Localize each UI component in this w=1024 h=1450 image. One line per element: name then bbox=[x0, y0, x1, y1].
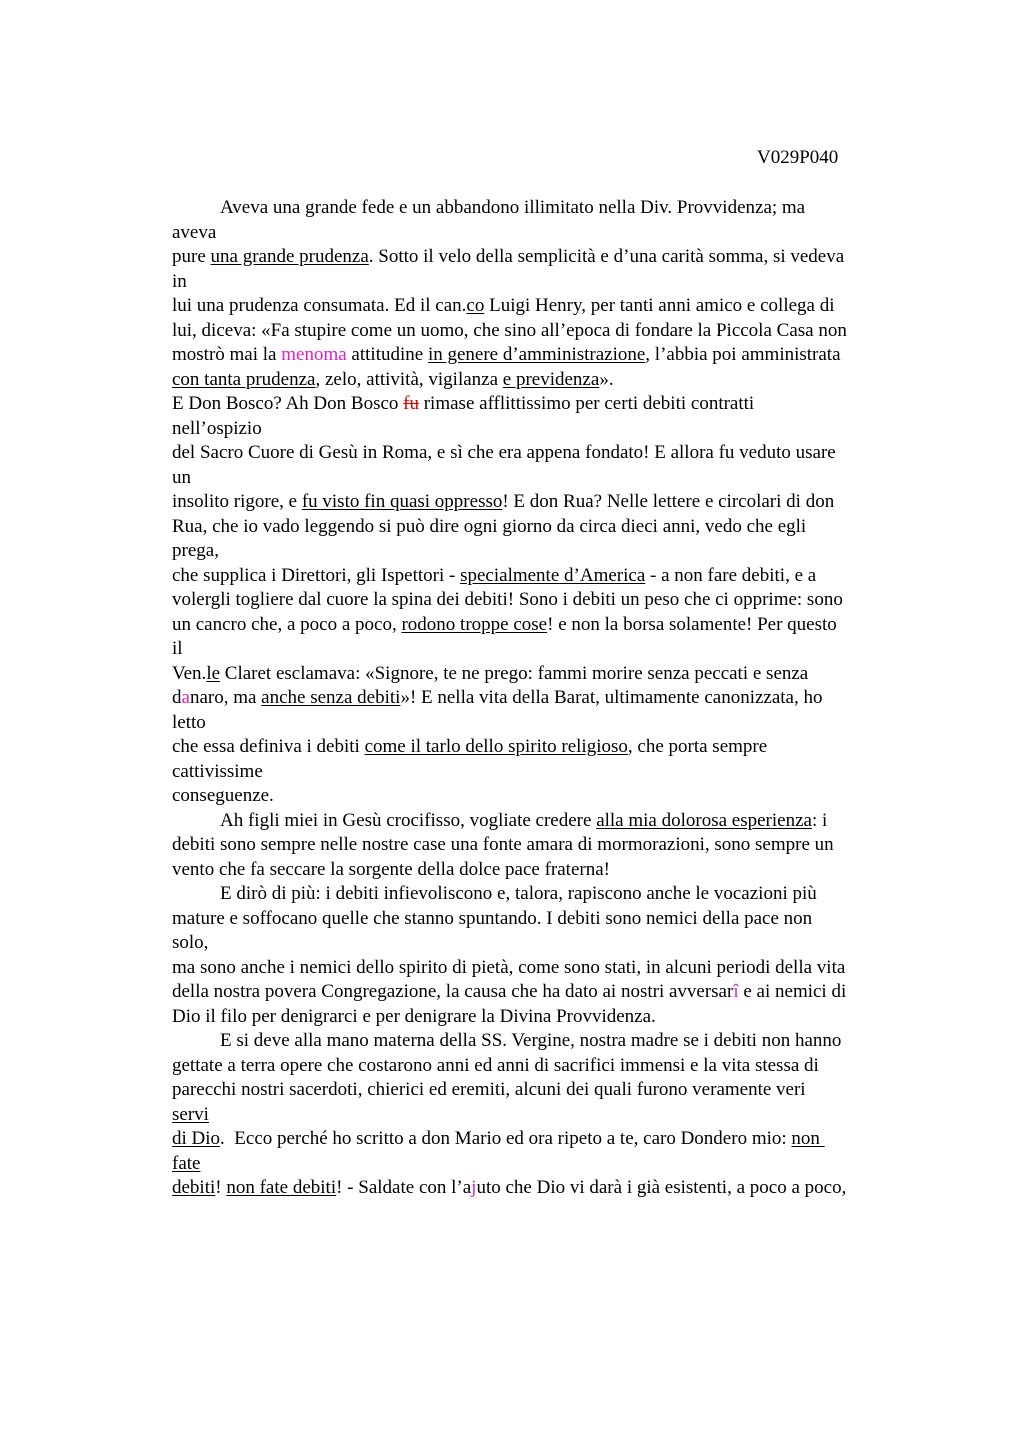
text-line bbox=[172, 1103, 912, 1128]
text-line bbox=[172, 784, 912, 809]
text-line bbox=[172, 221, 912, 246]
text-line bbox=[172, 809, 912, 834]
text-segment: E si deve alla mano materna della SS. Vergine, nostra madre se i debiti non hanno bbox=[220, 1030, 842, 1051]
underlined-text: specialmente d’America bbox=[460, 564, 646, 586]
highlighted-text: î bbox=[733, 981, 739, 1002]
underlined-text: non fate debiti bbox=[226, 1177, 337, 1198]
underlined-text: rodono troppe cose bbox=[401, 613, 548, 635]
text-line bbox=[172, 735, 912, 760]
text-line bbox=[172, 343, 912, 368]
text-segment: : i bbox=[811, 809, 828, 831]
text-segment: Claret esclamava: «Signore, te ne prego: fammi morire senza peccati e senza bbox=[220, 662, 809, 684]
text-segment: parecchi nostri sacerdoti, chierici ed eremiti, alcuni dei quali furono veramente veri bbox=[172, 1079, 806, 1100]
text-segment: E Don Bosco? Ah Don Bosco bbox=[172, 393, 404, 414]
text-segment: Ven. bbox=[172, 662, 207, 684]
text-line bbox=[172, 270, 912, 295]
text-line bbox=[172, 686, 912, 711]
text-segment: nell’ospizio bbox=[172, 417, 262, 439]
underlined-text: come il tarlo dello spirito religioso bbox=[364, 736, 628, 757]
page-identifier: V029P040 bbox=[757, 147, 839, 168]
text-line bbox=[172, 392, 912, 417]
text-segment: , che porta sempre bbox=[627, 736, 768, 757]
text-line bbox=[172, 931, 912, 956]
text-line bbox=[172, 882, 912, 907]
underlined-text: in genere d’amministrazione bbox=[427, 344, 646, 365]
text-segment: , l’abbia poi amministrata bbox=[645, 344, 841, 365]
highlighted-text: a bbox=[181, 687, 190, 708]
text-segment: uto che Dio vi darà i già esistenti, a poco a poco, bbox=[476, 1177, 847, 1198]
underlined-text: con tanta prudenza bbox=[172, 368, 316, 390]
underlined-text: debiti bbox=[172, 1177, 216, 1198]
text-line bbox=[172, 1054, 912, 1079]
text-line bbox=[172, 1029, 912, 1054]
text-line bbox=[172, 417, 912, 442]
text-segment: Aveva una grande fede e un abbandono illimitato nella Div. Provvidenza; ma bbox=[220, 197, 806, 218]
text-line bbox=[172, 515, 912, 540]
highlighted-text: j bbox=[471, 1177, 477, 1198]
text-segment: cattivissime bbox=[172, 760, 263, 782]
text-line bbox=[172, 760, 912, 785]
underlined-text: e previdenza bbox=[502, 368, 600, 390]
text-segment: lui una prudenza consumata. Ed il can. bbox=[172, 295, 467, 316]
text-segment: vento che fa seccare la sorgente della dolce pace fraterna! bbox=[172, 858, 610, 880]
text-line bbox=[172, 1127, 912, 1152]
text-segment: ! e non la borsa solamente! Per questo bbox=[547, 613, 837, 635]
document-body bbox=[172, 196, 912, 1201]
text-segment: ma sono anche i nemici dello spirito di pietà, come sono stati, in alcuni periodi della vita bbox=[172, 956, 846, 978]
text-line bbox=[172, 1005, 912, 1030]
text-line bbox=[172, 319, 912, 344]
underlined-text: fu visto fin quasi oppresso bbox=[301, 491, 503, 512]
text-segment: un bbox=[172, 466, 191, 488]
text-line bbox=[172, 1176, 912, 1201]
text-segment: letto bbox=[172, 711, 206, 733]
text-segment: prega, bbox=[172, 540, 219, 561]
text-segment: ! - Saldate con l’a bbox=[336, 1177, 472, 1198]
underlined-text: di Dio bbox=[172, 1128, 221, 1149]
text-segment: naro, ma bbox=[189, 687, 262, 708]
text-segment: mostrò mai la bbox=[172, 344, 282, 365]
text-segment: ! bbox=[215, 1177, 227, 1198]
text-line bbox=[172, 907, 912, 932]
text-segment: mature e soffocano quelle che stanno spuntando. I debiti sono nemici della pace non bbox=[172, 907, 813, 929]
text-segment: ». bbox=[599, 368, 614, 390]
text-line bbox=[172, 588, 912, 613]
text-segment: Ah figli miei in Gesù crocifisso, vogliate credere bbox=[220, 809, 597, 831]
text-segment: che essa definiva i debiti bbox=[172, 736, 365, 757]
text-segment: d bbox=[172, 687, 182, 708]
text-segment: , zelo, attività, vigilanza bbox=[315, 368, 503, 390]
text-line bbox=[172, 1152, 912, 1177]
underlined-text: una grande prudenza bbox=[210, 246, 369, 267]
text-segment: in bbox=[172, 270, 187, 292]
text-line bbox=[172, 564, 912, 589]
text-segment: e ai nemici di bbox=[738, 981, 847, 1002]
text-segment: debiti sono sempre nelle nostre case una fonte amara di mormorazioni, sono sempre un bbox=[172, 834, 834, 855]
text-segment: . Sotto il velo della semplicità e d’una carità somma, si vedeva bbox=[368, 246, 845, 267]
text-segment: solo, bbox=[172, 932, 209, 953]
text-segment: E dirò di più: i debiti infievoliscono e, talora, rapiscono anche le vocazioni più bbox=[220, 883, 817, 904]
text-segment: aveva bbox=[172, 221, 217, 243]
underlined-text: le bbox=[206, 662, 221, 684]
underlined-text: co bbox=[466, 295, 485, 316]
text-line bbox=[172, 490, 912, 515]
text-segment: conseguenze. bbox=[172, 785, 274, 806]
underlined-text: non bbox=[791, 1128, 825, 1149]
underlined-text: fate bbox=[172, 1152, 201, 1174]
text-segment: Luigi Henry, per tanti anni amico e collega di bbox=[484, 295, 835, 316]
text-line bbox=[172, 956, 912, 981]
text-segment: lui, diceva: «Fa stupire come un uomo, che sino all’epoca di fondare la Piccola Casa non bbox=[172, 319, 847, 341]
text-segment: ! E don Rua? Nelle lettere e circolari di don bbox=[502, 491, 835, 512]
text-line bbox=[172, 613, 912, 638]
underlined-text: servi bbox=[172, 1103, 209, 1125]
text-segment: gettate a terra opere che costarono anni ed anni di sacrifici immensi e la vita stessa di bbox=[172, 1054, 819, 1076]
text-line bbox=[172, 637, 912, 662]
text-segment: il bbox=[172, 638, 183, 659]
text-line bbox=[172, 196, 912, 221]
text-line bbox=[172, 1078, 912, 1103]
text-line bbox=[172, 294, 912, 319]
text-line bbox=[172, 980, 912, 1005]
text-segment: rimase afflittissimo per certi debiti contratti bbox=[418, 393, 755, 414]
text-line bbox=[172, 368, 912, 393]
text-line bbox=[172, 858, 912, 883]
text-segment: volergli togliere dal cuore la spina dei debiti! Sono i debiti un peso che ci opprime: sono bbox=[172, 589, 843, 610]
text-segment: Rua, che io vado leggendo si può dire ogni giorno da circa dieci anni, vedo che egli bbox=[172, 515, 807, 537]
underlined-text: alla mia dolorosa esperienza bbox=[596, 809, 812, 831]
text-segment: della nostra povera Congregazione, la causa che ha dato ai nostri avversar bbox=[172, 981, 734, 1002]
text-line bbox=[172, 662, 912, 687]
text-line bbox=[172, 245, 912, 270]
highlighted-text: menoma bbox=[281, 344, 347, 365]
text-segment: insolito rigore, e bbox=[172, 491, 302, 512]
text-segment: Dio il filo per denigrarci e per denigrare la Divina Provvidenza. bbox=[172, 1005, 656, 1027]
text-segment: - a non fare debiti, e a bbox=[645, 564, 817, 586]
text-line bbox=[172, 539, 912, 564]
text-segment: che supplica i Direttori, gli Ispettori - bbox=[172, 564, 461, 586]
text-line bbox=[172, 441, 912, 466]
text-line bbox=[172, 833, 912, 858]
text-line bbox=[172, 466, 912, 491]
underlined-text: anche senza debiti bbox=[261, 687, 401, 708]
deleted-text: fu bbox=[403, 393, 419, 414]
text-segment: un cancro che, a poco a poco, bbox=[172, 613, 402, 635]
text-segment: attitudine bbox=[346, 344, 428, 365]
text-segment: »! E nella vita della Barat, ultimamente canonizzata, ho bbox=[400, 687, 823, 708]
text-segment: . Ecco perché ho scritto a don Mario ed ora ripeto a te, caro Dondero mio: bbox=[220, 1128, 792, 1149]
text-segment: del Sacro Cuore di Gesù in Roma, e sì che era appena fondato! E allora fu veduto usare bbox=[172, 442, 836, 463]
text-line bbox=[172, 711, 912, 736]
text-segment: pure bbox=[172, 246, 211, 267]
